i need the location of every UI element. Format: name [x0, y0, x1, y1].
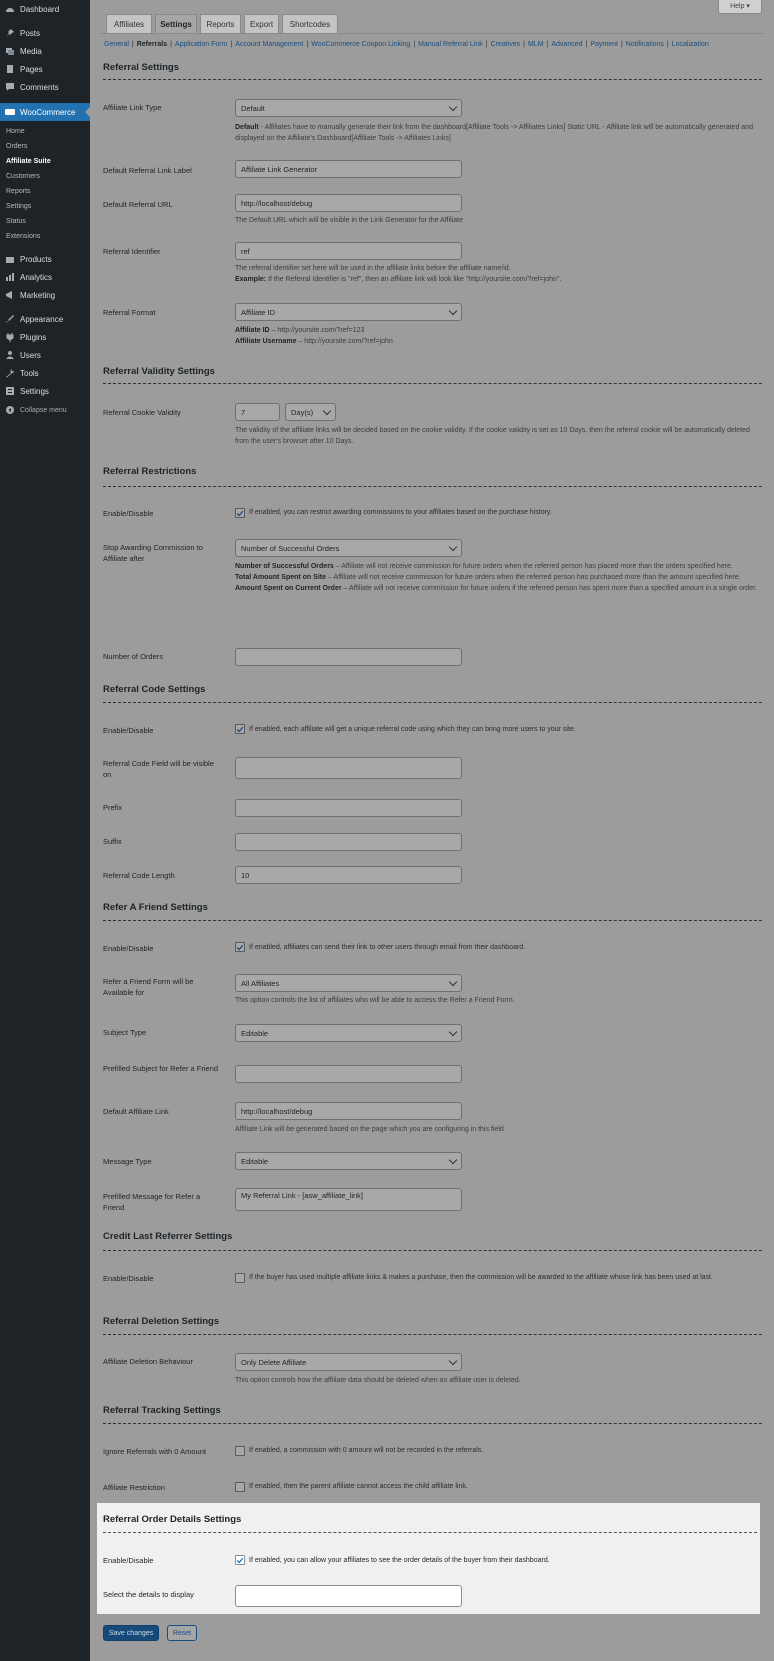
media-icon — [5, 46, 15, 56]
subnav-manual-referral-link[interactable]: Manual Referral Link — [418, 41, 483, 48]
section-divider — [103, 1334, 762, 1335]
subnav-creatives[interactable]: Creatives — [490, 41, 521, 48]
cookie-validity-description: The validity of the affiliate links will be decided based on the cookie validity. If the cookie validity is set as 10 Days, then the referral cookie will be automatically deleted from the user's browser after 10 Days. — [235, 427, 750, 445]
subnav-coupon-linking[interactable]: WooCommerce Coupon Linking — [311, 41, 411, 48]
settings-icon — [5, 386, 15, 396]
refer-friend-enable-checkbox[interactable] — [235, 942, 245, 952]
prefilled-message-textarea[interactable] — [235, 1188, 462, 1211]
section-divider — [103, 79, 762, 80]
label-referral-code-enable: Enable/Disable — [103, 726, 154, 735]
subnav-separator: | — [546, 41, 549, 48]
desc-text: – http://yoursite.com/?ref=john — [296, 338, 393, 345]
section-title-referral-code: Referral Code Settings — [103, 684, 206, 695]
restrictions-enable-checkbox[interactable] — [235, 508, 245, 518]
menu-posts[interactable] — [0, 24, 90, 42]
desc-text: The referral identifier set here will be used in the affiliate links before the affiliate name/id. — [235, 265, 511, 272]
collapse-icon — [5, 405, 15, 415]
ignore-zero-amount-text: If enabled, a commission with 0 amount will not be recorded in the referrals. — [249, 1447, 484, 1454]
ignore-zero-amount-checkbox[interactable] — [235, 1446, 245, 1456]
menu-pages[interactable] — [0, 60, 90, 78]
order-details-panel — [97, 1503, 760, 1614]
label-credit-last-enable: Enable/Disable — [103, 1274, 154, 1283]
referral-identifier-description — [235, 263, 760, 285]
menu-comments-label: Comments — [20, 82, 59, 92]
stop-awarding-select[interactable] — [235, 539, 462, 557]
label-refer-friend-form: Refer a Friend Form will be Available for — [103, 977, 194, 997]
subnav-separator: | — [666, 41, 669, 48]
subnav-account-management[interactable]: Account Management — [235, 41, 304, 48]
section-divider — [103, 1250, 762, 1251]
refer-friend-enable-text: If enabled, affiliates can send their link to other users through email from their dashboard. — [249, 944, 526, 951]
subnav-separator: | — [306, 41, 309, 48]
subnav-referrals[interactable]: Referrals — [136, 41, 168, 48]
section-title-referral-deletion: Referral Deletion Settings — [103, 1316, 220, 1327]
subnav-advanced[interactable]: Advanced — [551, 41, 583, 48]
submenu-home[interactable]: Home — [6, 128, 25, 135]
referral-code-enable-text: If enabled, each affiliate will get a unique referral code using which they can bring more users to your site. — [249, 726, 576, 733]
subnav-separator: | — [523, 41, 525, 48]
menu-settings-label: Settings — [20, 386, 49, 396]
menu-plugins-label: Plugins — [20, 332, 47, 342]
label-order-details-enable: Enable/Disable — [103, 1556, 154, 1565]
desc-text: – Affiliate will not receive commission for future orders when the referred person has placed more than the orders specified here. — [333, 563, 733, 570]
cookie-unit-value: Day(s) — [291, 407, 314, 417]
section-divider — [103, 1532, 757, 1533]
submenu-customers[interactable]: Customers — [6, 173, 40, 180]
label-cookie-validity: Referral Cookie Validity — [103, 408, 181, 417]
analytics-icon — [5, 272, 15, 282]
affiliate-link-type-value: Default — [241, 103, 265, 113]
order-details-enable-checkbox[interactable] — [235, 1555, 245, 1565]
subnav-separator: | — [620, 41, 623, 48]
label-restrictions-enable: Enable/Disable — [103, 509, 154, 518]
label-refer-friend-enable: Enable/Disable — [103, 944, 154, 953]
referral-format-value: Affiliate ID — [241, 307, 276, 317]
referral-code-enable-checkbox[interactable] — [235, 724, 245, 734]
default-referral-url-input[interactable]: http://localhost/debug — [235, 194, 462, 212]
subnav-general[interactable]: General — [104, 41, 129, 48]
label-message-type: Message Type — [103, 1157, 152, 1166]
number-of-orders-input[interactable] — [235, 648, 462, 666]
checkmark-icon — [236, 725, 244, 734]
pin-icon — [5, 28, 15, 38]
subnav-separator: | — [413, 41, 416, 48]
comment-icon — [5, 82, 15, 92]
suffix-input[interactable] — [235, 833, 462, 851]
default-affiliate-link-description: Affiliate Link will be generated based on the page which you are configuring in this field — [235, 1126, 504, 1133]
menu-plugins[interactable] — [0, 328, 90, 346]
label-deletion-behaviour: Affiliate Deletion Behaviour — [103, 1357, 193, 1366]
products-icon — [5, 254, 15, 264]
menu-settings[interactable] — [0, 382, 90, 400]
default-link-label-input[interactable]: Affiliate Link Generator — [235, 160, 462, 178]
woocommerce-icon — [5, 107, 15, 117]
checkmark-icon — [236, 1556, 244, 1565]
subnav-separator: | — [485, 41, 488, 48]
menu-media[interactable] — [0, 42, 90, 60]
prefilled-subject-input[interactable] — [235, 1065, 462, 1083]
chevron-down-icon — [449, 102, 457, 110]
tab-affiliates[interactable]: Affiliates — [106, 14, 152, 33]
desc-bold: Example: — [235, 276, 267, 283]
checkmark-icon — [236, 509, 244, 518]
label-affiliate-restriction: Affiliate Restriction — [103, 1483, 165, 1492]
subnav-notifications[interactable]: Notifications — [625, 41, 664, 48]
label-referral-format: Referral Format — [103, 308, 156, 317]
menu-users-label: Users — [20, 350, 41, 360]
select-details-field[interactable] — [235, 1585, 462, 1607]
cookie-validity-unit-select[interactable] — [285, 403, 336, 421]
label-prefilled-message: Prefilled Message for Refer a Friend — [103, 1192, 201, 1212]
subnav-separator: | — [585, 41, 588, 48]
message-type-value: Editable — [241, 1156, 269, 1166]
checkmark-icon — [236, 943, 244, 952]
subnav-application-form[interactable]: Application Form — [174, 41, 228, 48]
menu-posts-label: Posts — [20, 28, 41, 38]
deletion-behaviour-value: Only Delete Affiliate — [241, 1357, 307, 1367]
refer-friend-form-value: All Affiliates — [241, 978, 280, 988]
section-divider — [103, 1423, 762, 1424]
refer-friend-form-description: This option controls the list of affiliates who will be able to access the Refer a Friend Form. — [235, 997, 515, 1004]
submenu-extensions[interactable]: Extensions — [6, 233, 41, 240]
label-referral-identifier: Referral Identifier — [103, 247, 161, 256]
credit-last-enable-checkbox[interactable] — [235, 1273, 245, 1283]
stop-awarding-description — [235, 561, 760, 594]
menu-analytics-label: Analytics — [20, 272, 53, 282]
menu-comments[interactable] — [0, 78, 90, 96]
section-divider — [103, 920, 762, 921]
affiliate-restriction-checkbox[interactable] — [235, 1482, 245, 1492]
tab-divider — [100, 33, 764, 34]
menu-appearance-label: Appearance — [20, 314, 64, 324]
help-button[interactable]: Help ▾ — [718, 0, 762, 14]
label-select-details: Select the details to display — [103, 1590, 194, 1599]
submenu-reports[interactable]: Reports — [6, 188, 31, 195]
menu-analytics[interactable] — [0, 268, 90, 286]
megaphone-icon — [5, 290, 15, 300]
label-default-referral-url: Default Referral URL — [103, 200, 173, 209]
prefix-input[interactable] — [235, 799, 462, 817]
submenu-affiliate-suite[interactable]: Affiliate Suite — [6, 158, 51, 165]
chevron-down-icon — [449, 542, 457, 550]
label-number-of-orders: Number of Orders — [103, 652, 164, 661]
desc-text: – http://yoursite.com/?ref=123 — [269, 327, 365, 334]
submenu-orders[interactable]: Orders — [6, 143, 28, 150]
affiliate-link-type-description — [235, 122, 760, 144]
menu-marketing[interactable] — [0, 286, 90, 304]
menu-dashboard-label: Dashboard — [20, 4, 60, 14]
chevron-down-icon — [449, 1356, 457, 1364]
menu-tools[interactable] — [0, 364, 90, 382]
menu-collapse[interactable] — [0, 401, 90, 419]
submenu-status[interactable]: Status — [6, 218, 26, 225]
credit-last-enable-text: If the buyer has used multiple affiliate links & makes a purchase, then the commission will be awarded to the affiliate whose link has been used at last. — [249, 1274, 713, 1281]
chevron-down-icon — [449, 306, 457, 314]
section-title-referral-settings: Referral Settings — [103, 62, 180, 73]
tab-reports[interactable]: Reports — [200, 14, 241, 33]
default-referral-url-description: The Default URL which will be visible in the Link Generator for the Affiliate — [235, 217, 464, 224]
desc-text: – Affiliate will not receive commission for future orders if the referred person has spent more than a specified amount in a single order. — [341, 585, 757, 592]
brush-icon — [5, 314, 15, 324]
menu-media-label: Media — [20, 46, 42, 56]
desc-bold: Affiliate ID — [235, 327, 270, 334]
reset-button[interactable]: Reset — [167, 1625, 197, 1641]
user-icon — [5, 350, 15, 360]
admin-sidebar — [0, 0, 90, 1661]
cookie-validity-input[interactable]: 7 — [235, 403, 280, 421]
desc-text: – Affiliate will not receive commission for future orders when the referred person has purchased more than the amount specified here. — [326, 574, 741, 581]
section-title-order-details: Referral Order Details Settings — [103, 1514, 242, 1525]
menu-tools-label: Tools — [20, 368, 39, 378]
menu-products[interactable] — [0, 250, 90, 268]
settings-subnav — [104, 41, 709, 48]
referral-format-description — [235, 325, 760, 347]
chevron-down-icon — [449, 1027, 457, 1035]
desc-bold: Affiliate Username — [235, 338, 297, 345]
label-ignore-zero-amount: Ignore Referrals with 0 Amount — [103, 1447, 206, 1456]
label-subject-type: Subject Type — [103, 1028, 147, 1037]
subject-type-value: Editable — [241, 1028, 269, 1038]
menu-products-label: Products — [20, 254, 52, 264]
desc-text: - Affiliates have to manually generate their link from the dashboard[Affiliate Tools -> Affiliates Links] Static URL - Affiliate link will be automatically generated and displayed on the Affiliate's Dashboard[Affiliate Tools -> Affiliates Links] — [235, 124, 753, 142]
section-title-referral-validity: Referral Validity Settings — [103, 366, 215, 377]
save-changes-button[interactable]: Save changes — [103, 1625, 159, 1641]
subnav-payment[interactable]: Payment — [590, 41, 618, 48]
subnav-mlm[interactable]: MLM — [527, 41, 544, 48]
desc-bold: Amount Spent on Current Order — [235, 585, 342, 592]
subnav-separator: | — [170, 41, 172, 48]
tab-settings[interactable]: Settings — [155, 14, 197, 33]
menu-users[interactable] — [0, 346, 90, 364]
order-details-enable-text: If enabled, you can allow your affiliates to see the order details of the buyer from their dashboard. — [249, 1557, 550, 1564]
chevron-down-icon — [449, 977, 457, 985]
menu-woocommerce[interactable] — [0, 103, 90, 121]
section-title-referral-tracking: Referral Tracking Settings — [103, 1405, 221, 1416]
label-default-affiliate-link: Default Affiliate Link — [103, 1107, 169, 1116]
section-divider — [103, 702, 762, 703]
referral-code-visible-on-select[interactable] — [235, 757, 462, 779]
chevron-down-icon — [323, 406, 331, 414]
tab-export[interactable]: Export — [244, 14, 279, 33]
desc-bold: Total Amount Spent on Site — [235, 574, 326, 581]
label-suffix: Suffix — [103, 837, 122, 846]
subnav-separator: | — [230, 41, 233, 48]
desc-text: If the Referral Identifier is "ref", then an affiliate link will look like "http://yoursite.com/?ref=john". — [266, 276, 562, 283]
referral-format-select[interactable] — [235, 303, 462, 321]
chevron-down-icon — [449, 1155, 457, 1163]
dashboard-icon — [5, 4, 15, 14]
section-divider — [103, 383, 762, 384]
menu-pages-label: Pages — [20, 64, 43, 74]
menu-marketing-label: Marketing — [20, 290, 56, 300]
desc-bold: Number of Successful Orders — [235, 563, 334, 570]
default-affiliate-link-input[interactable]: http://localhost/debug — [235, 1102, 462, 1120]
affiliate-link-type-select[interactable] — [235, 99, 462, 117]
label-affiliate-link-type: Affiliate Link Type — [103, 103, 162, 112]
section-title-credit-last-referrer: Credit Last Referrer Settings — [103, 1231, 233, 1242]
menu-woocommerce-label: WooCommerce — [20, 107, 76, 117]
label-referral-code-length: Referral Code Length — [103, 871, 175, 880]
pages-icon — [5, 64, 15, 74]
desc-bold: Default — [235, 124, 259, 131]
subject-type-select[interactable] — [235, 1024, 462, 1042]
menu-collapse-label: Collapse menu — [20, 406, 67, 414]
referral-identifier-input[interactable]: ref — [235, 242, 462, 260]
menu-dashboard[interactable] — [0, 0, 90, 18]
plug-icon — [5, 332, 15, 342]
section-divider — [103, 486, 762, 487]
restrictions-enable-text: If enabled, you can restrict awarding commissions to your affiliates based on the purchase history. — [249, 509, 552, 516]
label-stop-awarding: Stop Awarding Commission to Affiliate after — [103, 543, 203, 563]
stop-awarding-value: Number of Successful Orders — [241, 543, 340, 553]
tab-shortcodes[interactable]: Shortcodes — [282, 14, 338, 33]
section-title-refer-a-friend: Refer A Friend Settings — [103, 902, 208, 913]
menu-appearance[interactable] — [0, 310, 90, 328]
referral-code-length-input[interactable]: 10 — [235, 866, 462, 884]
submenu-settings[interactable]: Settings — [6, 203, 32, 210]
label-prefilled-subject: Prefilled Subject for Refer a Friend — [103, 1064, 219, 1073]
wrench-icon — [5, 368, 15, 378]
subnav-localization[interactable]: Localization — [671, 41, 709, 48]
message-type-select[interactable] — [235, 1152, 462, 1170]
subnav-separator: | — [131, 41, 134, 48]
label-prefix: Prefix — [103, 803, 123, 812]
deletion-behaviour-description: This option controls how the affiliate data should be deleted when an affiliate user is deleted. — [235, 1377, 521, 1384]
affiliate-restriction-text: If enabled, then the parent affiliate cannot access the child affiliate link. — [249, 1483, 468, 1490]
label-default-link-label: Default Referral Link Label — [103, 166, 192, 175]
section-title-referral-restrictions: Referral Restrictions — [103, 466, 197, 477]
refer-friend-form-select[interactable] — [235, 974, 462, 992]
deletion-behaviour-select[interactable] — [235, 1353, 462, 1371]
label-referral-code-visible-on: Referral Code Field will be visible on — [103, 759, 214, 779]
